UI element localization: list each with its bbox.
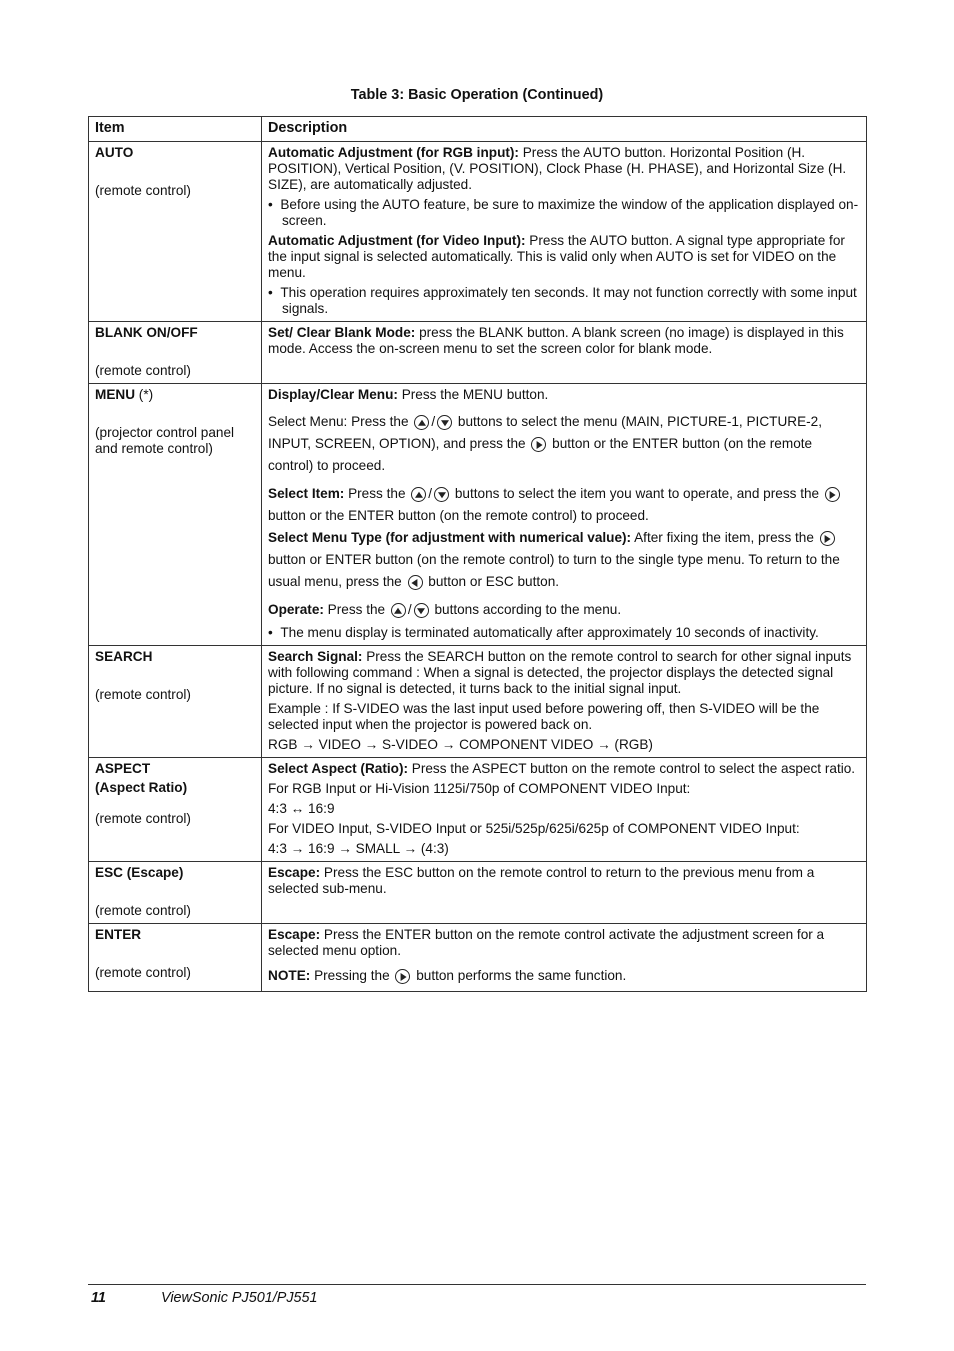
right-arrow-button-icon [820,531,835,546]
description-paragraph: Escape: Press the ENTER button on the remote control activate the adjustment screen for a selected menu option. [268,927,825,958]
item-cell [89,646,262,758]
bullet-item: • The menu display is terminated automatically after approximately 10 seconds of inactivity. [268,625,819,640]
down-arrow-button-icon [414,603,429,618]
header-description: Description [262,117,867,142]
table-row-blank [89,322,867,384]
description-cell [262,758,867,862]
right-arrow-button-icon [825,487,840,502]
description-cell [262,924,867,992]
description-cell [262,142,867,322]
description-paragraph: Operate: Press the / buttons according to the menu. [268,602,622,617]
item-name: ASPECT [95,761,151,776]
item-name-detail: (Aspect Ratio) [95,780,188,795]
description-paragraph: Example : If S-VIDEO was the last input used before powering off, then S-VIDEO will be the selected input when the projector is powered back on. [268,701,820,732]
table-header-row [89,117,867,142]
table-row-esc [89,862,867,924]
item-name: ESC (Escape) [95,865,184,880]
down-arrow-button-icon [434,487,449,502]
description-cell [262,322,867,384]
description-paragraph: Select Menu: Press the / buttons to select the menu (MAIN, PICTURE-1, PICTURE-2, INPUT, SCREEN, OPTION), and press the button or the ENTER button (on the remote control) to proceed. [268,414,823,473]
description-cell [262,646,867,758]
item-cell [89,924,262,992]
table-row-enter [89,924,867,992]
up-arrow-button-icon [414,415,429,430]
down-arrow-button-icon [437,415,452,430]
description-paragraph: Select Menu Type (for adjustment with numerical value): After fixing the item, press the button or ENTER button (on the remote control) to turn to the single type menu. To return to the usual menu, press the button or ESC button. [268,530,840,589]
item-name: ENTER [95,927,142,942]
aspect-sequence: 4:3 ↔ 16:9 [268,801,335,816]
description-paragraph: Automatic Adjustment (for RGB input): Press the AUTO button. Horizontal Position (H. POSITION), Vertical Position, (V. POSITION), Clock Phase (H. PHASE), and Horizontal Size (H. SIZE), are automatically adjusted. [268,145,847,192]
description-paragraph: Automatic Adjustment (for Video Input): Press the AUTO button. A signal type appropriate for the input signal is selected automatically. This is valid only when AUTO is set for VIDEO on the menu. [268,233,845,280]
description-paragraph: Select Item: Press the / buttons to select the item you want to operate, and press the button or the ENTER button (on the remote control) to proceed. [268,483,860,527]
item-cell [89,758,262,862]
item-source: (remote control) [95,811,191,826]
description-paragraph: Escape: Press the ESC button on the remote control to return to the previous menu from a selected sub-menu. [268,865,815,896]
footer-divider [88,1284,866,1285]
table-row-aspect [89,758,867,862]
description-paragraph: Set/ Clear Blank Mode: press the BLANK button. A blank screen (no image) is displayed in this mode. Access the on-screen menu to set the screen color for blank mode. [268,325,844,356]
item-cell [89,322,262,384]
item-name: BLANK ON/OFF [95,325,198,340]
table-title: Table 3: Basic Operation (Continued) [350,87,604,103]
description-paragraph: NOTE: Pressing the button performs the same function. [268,968,627,983]
item-source: (remote control) [95,363,191,378]
item-cell [89,384,262,646]
description-paragraph: For VIDEO Input, S-VIDEO Input or 525i/525p/625i/625p of COMPONENT VIDEO Input: [268,821,800,836]
signal-sequence: RGB → VIDEO → S-VIDEO → COMPONENT VIDEO → (RGB) [268,737,653,752]
aspect-sequence: 4:3 → 16:9 → SMALL → (4:3) [268,841,449,856]
header-item: Item [89,117,262,142]
description-cell [262,384,867,646]
right-arrow-button-icon [395,969,410,984]
table-row-menu [89,384,867,646]
description-paragraph: For RGB Input or Hi-Vision 1125i/750p of COMPONENT VIDEO Input: [268,781,691,796]
item-source: (remote control) [95,903,191,918]
up-arrow-button-icon [411,487,426,502]
item-source: (remote control) [95,965,191,980]
bullet-item: • This operation requires approximately ten seconds. It may not function correctly with some input signals. [268,285,857,316]
bullet-item: • Before using the AUTO feature, be sure to maximize the window of the application displayed on-screen. [268,197,859,228]
right-arrow-button-icon [531,437,546,452]
item-name: AUTO [95,145,134,160]
item-cell [89,142,262,322]
table-row-search [89,646,867,758]
item-source: (remote control) [95,183,191,198]
item-cell [89,862,262,924]
description-paragraph: Search Signal: Press the SEARCH button on the remote control to search for other signal inputs with following command : When a signal is detected, the projector displays the detected signal picture. If no signal is detected, it turns back to the initial signal input. [268,649,852,696]
up-arrow-button-icon [391,603,406,618]
table-row-auto [89,142,867,322]
page-number: 11 [91,1290,106,1306]
description-cell [262,862,867,924]
item-source: (projector control panel and remote control) [95,425,235,456]
item-name: SEARCH [95,649,153,664]
footer-brand: ViewSonic PJ501/PJ551 [161,1290,318,1306]
basic-operation-table [88,116,867,992]
item-name: MENU (*) [95,387,154,402]
left-arrow-button-icon [408,575,423,590]
item-source: (remote control) [95,687,191,702]
description-paragraph: Display/Clear Menu: Press the MENU button. [268,387,549,402]
description-paragraph: Select Aspect (Ratio): Press the ASPECT button on the remote control to select the aspect ratio. [268,761,856,776]
